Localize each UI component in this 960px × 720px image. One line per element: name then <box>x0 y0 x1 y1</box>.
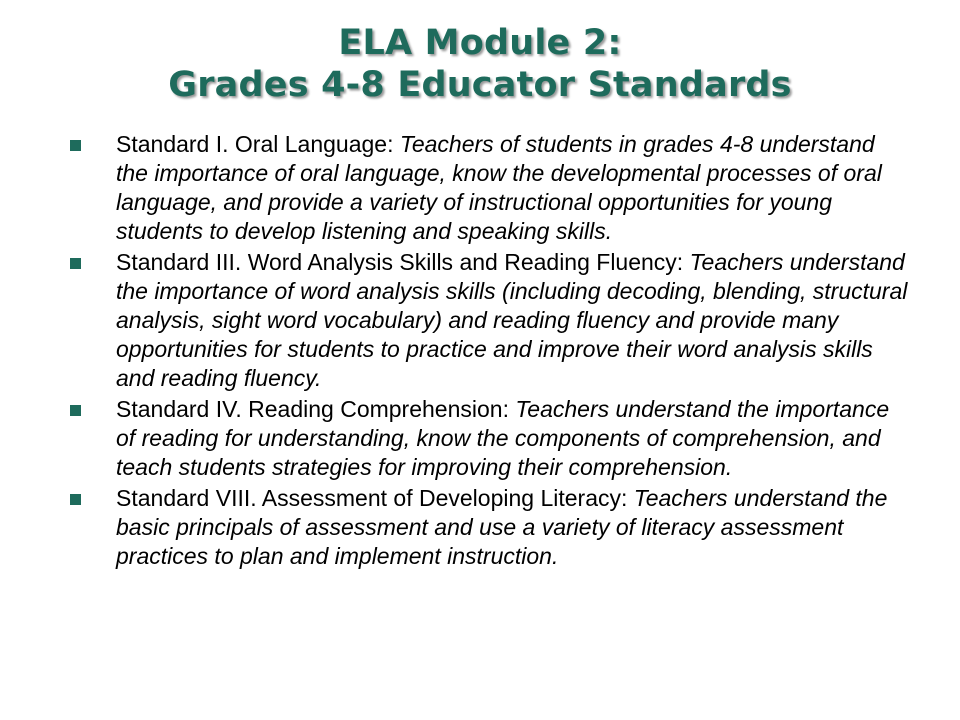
standard-description: Teachers of students in grades 4-8 understand the importance of oral language, know the developmental processes of oral language, and provide a variety of instructional opportunities for young students to develop listening and speaking skills. <box>116 131 882 244</box>
standard-heading: Standard VIII. Assessment of Developing Literacy: <box>116 485 634 511</box>
standard-description: Teachers understand the basic principals of assessment and use a variety of literacy assessment practices to plan and implement instruction. <box>116 485 888 569</box>
standard-item-3 <box>70 248 910 393</box>
square-bullet-icon <box>70 258 81 269</box>
square-bullet-icon <box>70 405 81 416</box>
standard-description: Teachers understand the importance of reading for understanding, know the components of comprehension, and teach students strategies for improving their comprehension. <box>116 396 890 480</box>
standard-heading: Standard III. Word Analysis Skills and Reading Fluency: <box>116 249 690 275</box>
standard-item-4 <box>70 395 910 482</box>
standard-item-8 <box>70 484 910 571</box>
standards-list <box>70 130 910 573</box>
square-bullet-icon <box>70 494 81 505</box>
standard-description: Teachers understand the importance of word analysis skills (including decoding, blending, structural analysis, sight word vocabulary) and reading fluency and provide many opportunities for students to practice and improve their word analysis skills and reading fluency. <box>116 249 908 391</box>
slide-title <box>0 22 960 106</box>
standard-heading: Standard I. Oral Language: <box>116 131 400 157</box>
square-bullet-icon <box>70 140 81 151</box>
slide-title-line-2: Grades 4-8 Educator Standards <box>168 65 792 105</box>
standard-item-1 <box>70 130 910 246</box>
standard-heading: Standard IV. Reading Comprehension: <box>116 396 516 422</box>
slide-title-line-1: ELA Module 2: <box>338 23 622 63</box>
